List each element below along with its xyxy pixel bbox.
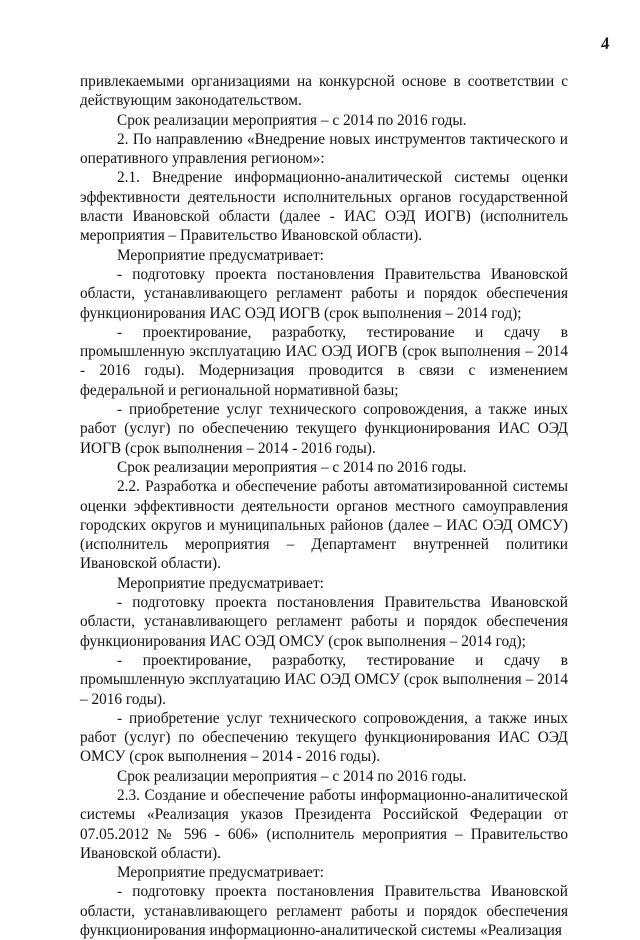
paragraph-item-2-3: 2.3. Создание и обеспечение работы информационно-аналитической системы «Реализация указов Президента Российской Федерации от 07.05.2012 № 596 - 606» (исполнитель мероприятия – Правительство Ивановской области).	[80, 786, 568, 862]
page-number: 4	[599, 33, 611, 54]
list-item: - приобретение услуг технического сопровождения, а также иных работ (услуг) по обеспечению текущего функционирования ИАС ОЭД ОМСУ (срок выполнения – 2014 - 2016 годы).	[80, 709, 568, 766]
paragraph-deadline: Срок реализации мероприятия – с 2014 по 2016 годы.	[117, 767, 467, 785]
paragraph-item-2-2: 2.2. Разработка и обеспечение работы автоматизированной системы оценки эффективности деятельности органов местного самоуправления городских округов и муниципальных районов (далее – ИАС ОЭД ОМСУ) (исполнитель мероприятия – Департамент внутренней политики Ивановской области).	[80, 478, 568, 573]
paragraph-provides: Мероприятие предусматривает:	[117, 246, 324, 264]
list-item: - проектирование, разработку, тестирование и сдачу в промышленную эксплуатацию ИАС ОЭД ИОГВ (срок выполнения – 2014 - 2016 годы). Модернизация проводится в связи с изменением федеральной и региональной нормативной базы;	[80, 323, 568, 399]
paragraph-deadline: Срок реализации мероприятия – с 2014 по 2016 годы.	[117, 458, 467, 476]
list-item: - подготовку проекта постановления Правительства Ивановской области, устанавливающего регламент работы и порядок обеспечения функционирования информационно-аналитической системы «Реализация	[80, 883, 568, 940]
document-body	[80, 72, 568, 940]
paragraph-provides: Мероприятие предусматривает:	[117, 864, 324, 882]
paragraph-deadline: Срок реализации мероприятия – с 2014 по 2016 годы.	[117, 111, 467, 129]
list-item: - подготовку проекта постановления Правительства Ивановской области, устанавливающего регламент работы и порядок обеспечения функционирования ИАС ОЭД ИОГВ (срок выполнения – 2014 год);	[80, 265, 568, 322]
paragraph-section-2: 2. По направлению «Внедрение новых инструментов тактического и оперативного управления регионом»:	[80, 130, 568, 168]
list-item: - приобретение услуг технического сопровождения, а также иных работ (услуг) по обеспечению текущего функционирования ИАС ОЭД ИОГВ (срок выполнения – 2014 - 2016 годы).	[80, 401, 568, 457]
list-item: - подготовку проекта постановления Правительства Ивановской области, устанавливающего регламент работы и порядок обеспечения функционирования ИАС ОЭД ОМСУ (срок выполнения – 2014 год);	[80, 594, 568, 650]
paragraph-item-2-1: 2.1. Внедрение информационно-аналитической системы оценки эффективности деятельности исполнительных органов государственной власти Ивановской области (далее - ИАС ОЭД ИОГВ) (исполнитель мероприятия – Правительство Ивановской области).	[80, 169, 568, 245]
paragraph-continuation: привлекаемыми организациями на конкурсной основе в соответствии с действующим законодательством.	[80, 73, 568, 110]
list-item: - проектирование, разработку, тестирование и сдачу в промышленную эксплуатацию ИАС ОЭД ОМСУ (срок выполнения – 2014 – 2016 годы).	[80, 651, 568, 708]
paragraph-provides: Мероприятие предусматривает:	[117, 574, 324, 592]
